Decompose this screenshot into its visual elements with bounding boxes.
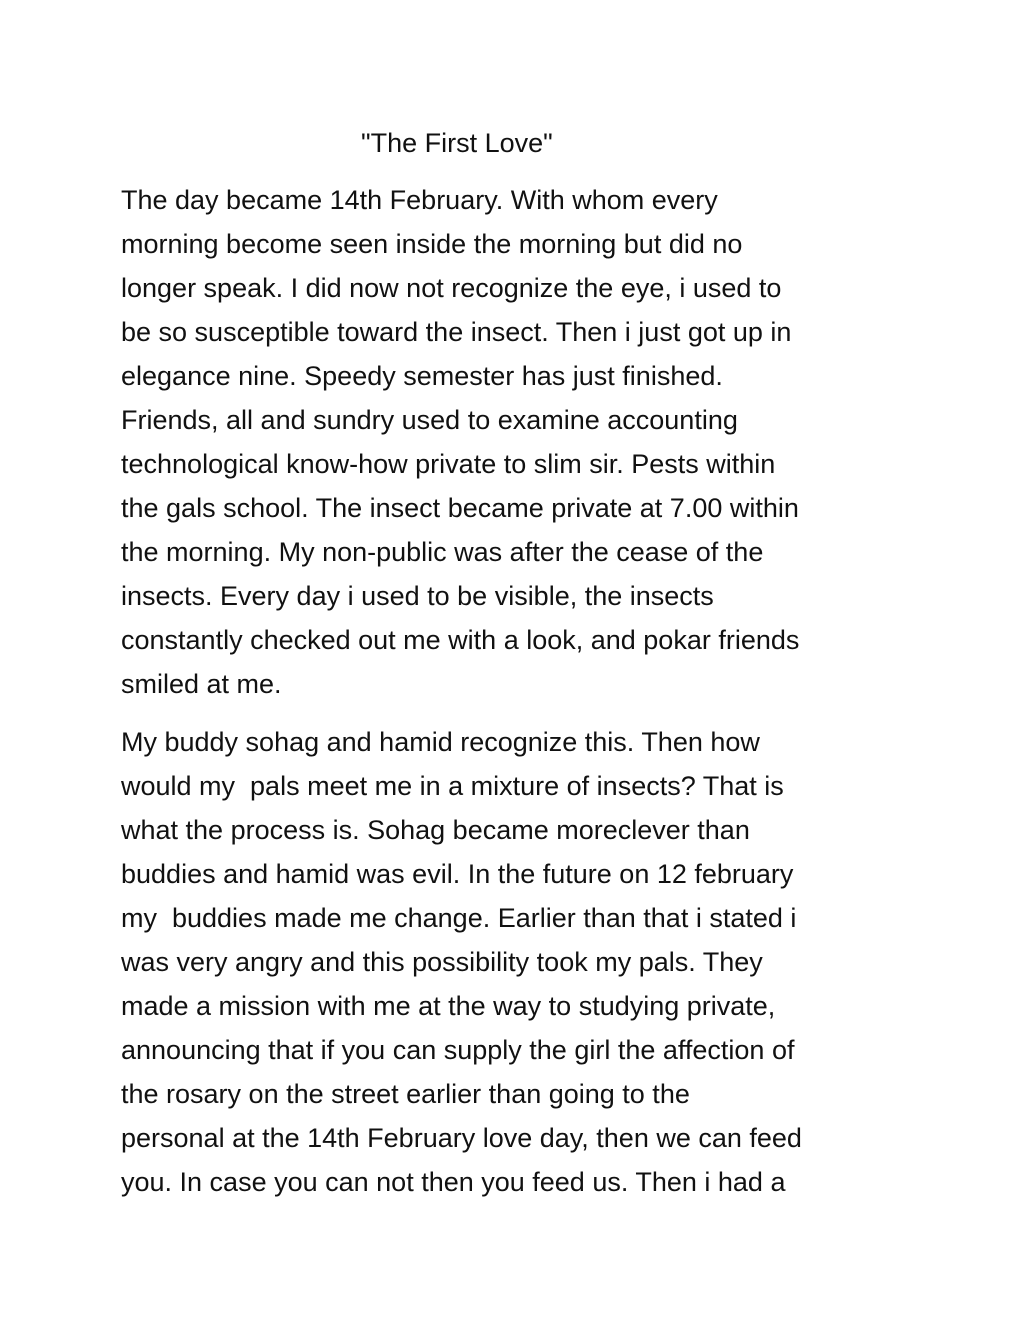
text-line: morning become seen inside the morning but did no: [121, 229, 743, 259]
text-line: the gals school. The insect became private at 7.00 within: [121, 493, 799, 523]
text-line: my buddies made me change. Earlier than that i stated i: [121, 903, 797, 933]
document-title: "The First Love": [361, 128, 553, 158]
text-line: longer speak. I did now not recognize the eye, i used to: [121, 273, 782, 303]
text-line: My buddy sohag and hamid recognize this. Then how: [121, 727, 760, 757]
text-line: elegance nine. Speedy semester has just finished.: [121, 361, 723, 391]
text-line: the rosary on the street earlier than going to the: [121, 1079, 690, 1109]
text-line: announcing that if you can supply the girl the affection of: [121, 1035, 795, 1065]
text-line: constantly checked out me with a look, and pokar friends: [121, 625, 800, 655]
text-line: technological know-how private to slim sir. Pests within: [121, 449, 776, 479]
text-line: would my pals meet me in a mixture of insects? That is: [121, 771, 784, 801]
text-line: buddies and hamid was evil. In the future on 12 february: [121, 859, 794, 889]
text-line: personal at the 14th February love day, then we can feed: [121, 1123, 802, 1153]
text-line: smiled at me.: [121, 669, 282, 699]
text-line: the morning. My non-public was after the cease of the: [121, 537, 764, 567]
text-line: Friends, all and sundry used to examine accounting: [121, 405, 738, 435]
text-line: made a mission with me at the way to studying private,: [121, 991, 776, 1021]
text-line: be so susceptible toward the insect. Then i just got up in: [121, 317, 792, 347]
text-line: The day became 14th February. With whom every: [121, 185, 718, 215]
text-line: you. In case you can not then you feed us. Then i had a: [121, 1167, 786, 1197]
text-line: what the process is. Sohag became moreclever than: [121, 815, 750, 845]
text-line: insects. Every day i used to be visible, the insects: [121, 581, 714, 611]
text-line: was very angry and this possibility took my pals. They: [121, 947, 763, 977]
